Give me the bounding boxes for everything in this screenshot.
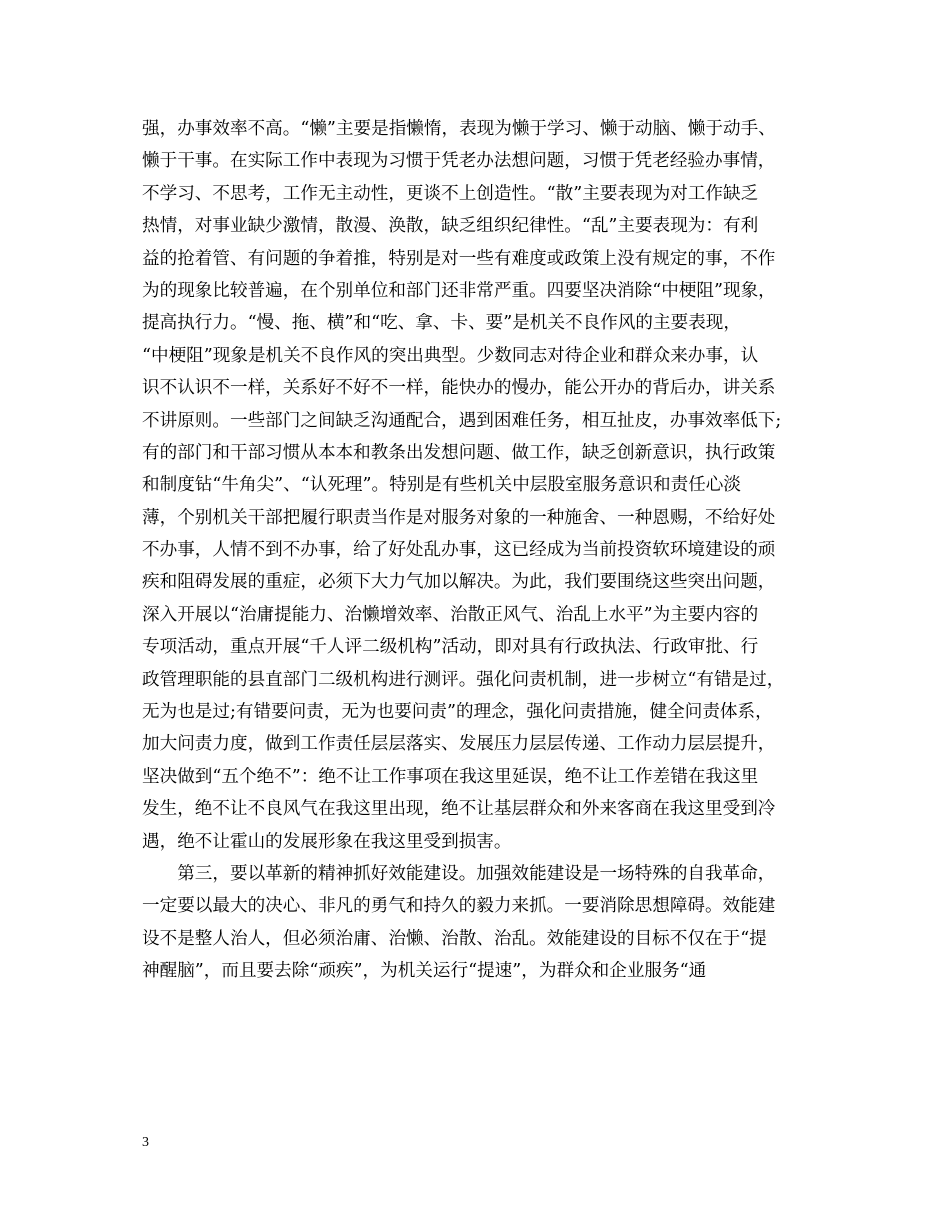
text-line: 不讲原则。一些部门之间缺乏沟通配合，遇到困难任务，相互扯皮，办事效率低下; [142,410,782,431]
text-line: 强，办事效率不高。“懒”主要是指懒惰，表现为懒于学习、懒于动脑、懒于动手、 [142,119,776,139]
page-number: 3 [142,1135,149,1150]
text-line: 懒于干事。在实际工作中表现为习惯于凭老办法想问题，习惯于凭老经验办事情， [142,151,776,172]
body-text [142,113,822,988]
text-line: 益的抢着管、有问题的争着推，特别是对一些有难度或政策上没有规定的事，不作 [142,248,776,269]
text-line: 神醒脑”，而且要去除“顽疾”，为机关运行“提速”，为群众和企业服务“通 [142,961,707,982]
paragraph-start-line: 第三，要以革新的精神抓好效能建设。加强效能建设是一场特殊的自我革命， [142,863,776,884]
text-line: “中梗阻”现象是机关不良作风的突出典型。少数同志对待企业和群众来办事，认 [142,345,759,366]
text-line: 发生，绝不让不良风气在我这里出现，绝不让基层群众和外来客商在我这里受到冷 [142,799,776,820]
text-line: 遇，绝不让霍山的发展形象在我这里受到损害。 [142,831,512,852]
text-line: 和制度钻“牛角尖”、“认死理”。特别是有些机关中层股室服务意识和责任心淡 [142,475,741,496]
text-line: 不办事，人情不到不办事，给了好处乱办事，这已经成为当前投资软环境建设的顽 [142,540,776,561]
text-line: 设不是整人治人，但必须治庸、治懒、治散、治乱。效能建设的目标不仅在于“提 [142,928,767,949]
text-line: 疾和阻碍发展的重症，必须下大力气加以解决。为此，我们要围绕这些突出问题， [142,572,776,593]
text-line: 政管理职能的县直部门二级机构进行测评。强化问责机制，进一步树立“有错是过， [142,669,785,690]
text-line: 热情，对事业缺少激情，散漫、涣散，缺乏组织纪律性。“乱”主要表现为：有利 [142,216,759,237]
text-line: 无为也是过;有错要问责，无为也要问责”的理念，强化问责措施，健全问责体系， [142,702,773,723]
text-line: 加大问责力度，做到工作责任层层落实、发展压力层层传递、工作动力层层提升， [142,734,776,755]
text-line: 专项活动，重点开展“千人评二级机构”活动，即对具有行政执法、行政审批、行 [142,637,759,658]
text-line: 提高执行力。“慢、拖、横”和“吃、拿、卡、要”是机关不良作风的主要表现， [142,313,741,334]
text-line: 不学习、不思考，工作无主动性，更谈不上创造性。“散”主要表现为对工作缺乏 [142,183,759,204]
text-line: 识不认识不一样，关系好不好不一样，能快办的慢办，能公开办的背后办，讲关系 [142,378,776,399]
text-line: 坚决做到“五个绝不”：绝不让工作事项在我这里延误，绝不让工作差错在我这里 [142,766,759,787]
text-line: 一定要以最大的决心、非凡的勇气和持久的毅力来抓。一要消除思想障碍。效能建 [142,896,776,917]
text-line: 薄，个别机关干部把履行职责当作是对服务对象的一种施舍、一种恩赐，不给好处 [142,507,776,528]
text-line: 有的部门和干部习惯从本本和教条出发想问题、做工作，缺乏创新意识，执行政策 [142,442,776,463]
text-line: 为的现象比较普遍，在个别单位和部门还非常严重。四要坚决消除“中梗阻”现象， [142,280,776,301]
text-line: 深入开展以“治庸提能力、治懒增效率、治散正风气、治乱上水平”为主要内容的 [142,604,759,625]
